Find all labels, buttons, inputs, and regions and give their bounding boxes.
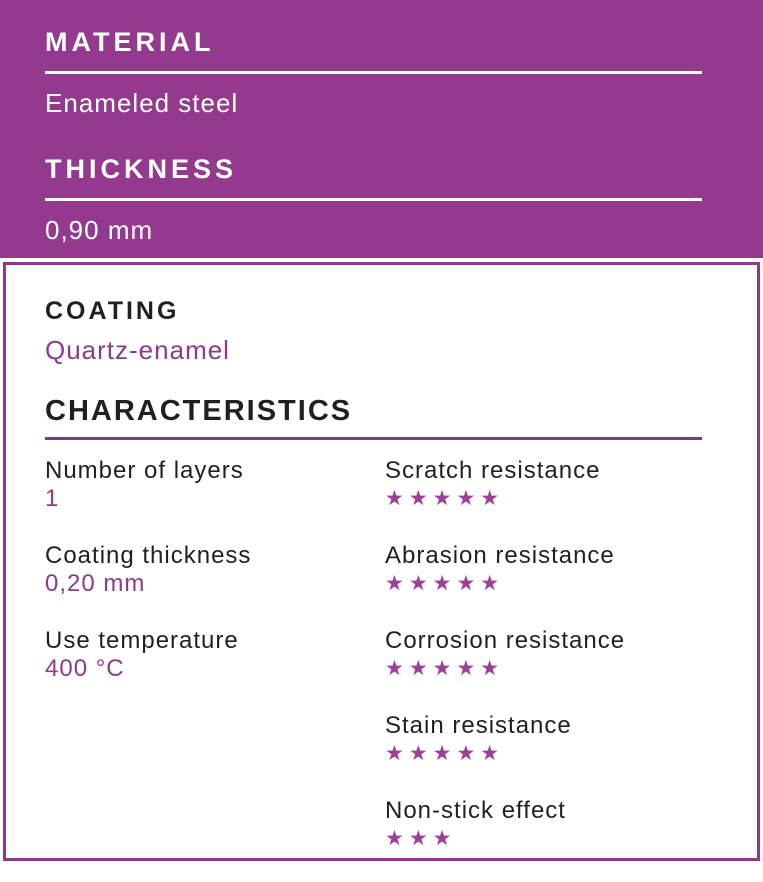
characteristics-title: CHARACTERISTICS	[45, 395, 353, 428]
spec-card	[3, 262, 760, 861]
star-rating-icons: ★★★★★	[385, 486, 505, 510]
coating-section	[45, 298, 757, 364]
spec-row	[45, 457, 385, 513]
spec-value: 1	[45, 484, 60, 512]
spec-value: 0,20 mm	[45, 569, 146, 597]
rating-label: Scratch resistance	[385, 456, 601, 484]
thickness-label: THICKNESS	[45, 154, 238, 185]
spec-label: Number of layers	[45, 456, 244, 484]
spec-row	[45, 542, 385, 598]
rating-row	[385, 712, 757, 768]
material-value: Enameled steel	[45, 87, 239, 118]
spec-value: 400 °C	[45, 654, 125, 682]
star-rating-icons: ★★★★★	[385, 656, 505, 680]
characteristics-grid	[45, 457, 757, 882]
thickness-section	[45, 155, 763, 244]
star-rating-icons: ★★★★★	[385, 571, 505, 595]
header-panel	[0, 0, 763, 258]
star-rating-icons: ★★★	[385, 826, 457, 850]
rating-label: Abrasion resistance	[385, 541, 615, 569]
rating-label: Corrosion resistance	[385, 626, 626, 654]
rating-label: Stain resistance	[385, 711, 572, 739]
characteristics-left-column	[45, 457, 385, 882]
coating-label: COATING	[45, 297, 180, 325]
coating-value: Quartz-enamel	[45, 334, 230, 365]
characteristics-divider	[45, 437, 702, 440]
rating-label: Non-stick effect	[385, 796, 566, 824]
material-label: MATERIAL	[45, 27, 215, 57]
spec-row	[45, 627, 385, 683]
spec-label: Use temperature	[45, 626, 239, 654]
rating-row	[385, 627, 757, 683]
rating-row	[385, 797, 757, 853]
rating-row	[385, 457, 757, 513]
characteristics-right-column	[385, 457, 757, 882]
spec-label: Coating thickness	[45, 541, 252, 569]
material-divider	[45, 71, 702, 74]
thickness-divider	[45, 198, 702, 201]
thickness-value: 0,90 mm	[45, 214, 154, 245]
star-rating-icons: ★★★★★	[385, 741, 505, 765]
material-section	[45, 28, 763, 117]
rating-row	[385, 542, 757, 598]
